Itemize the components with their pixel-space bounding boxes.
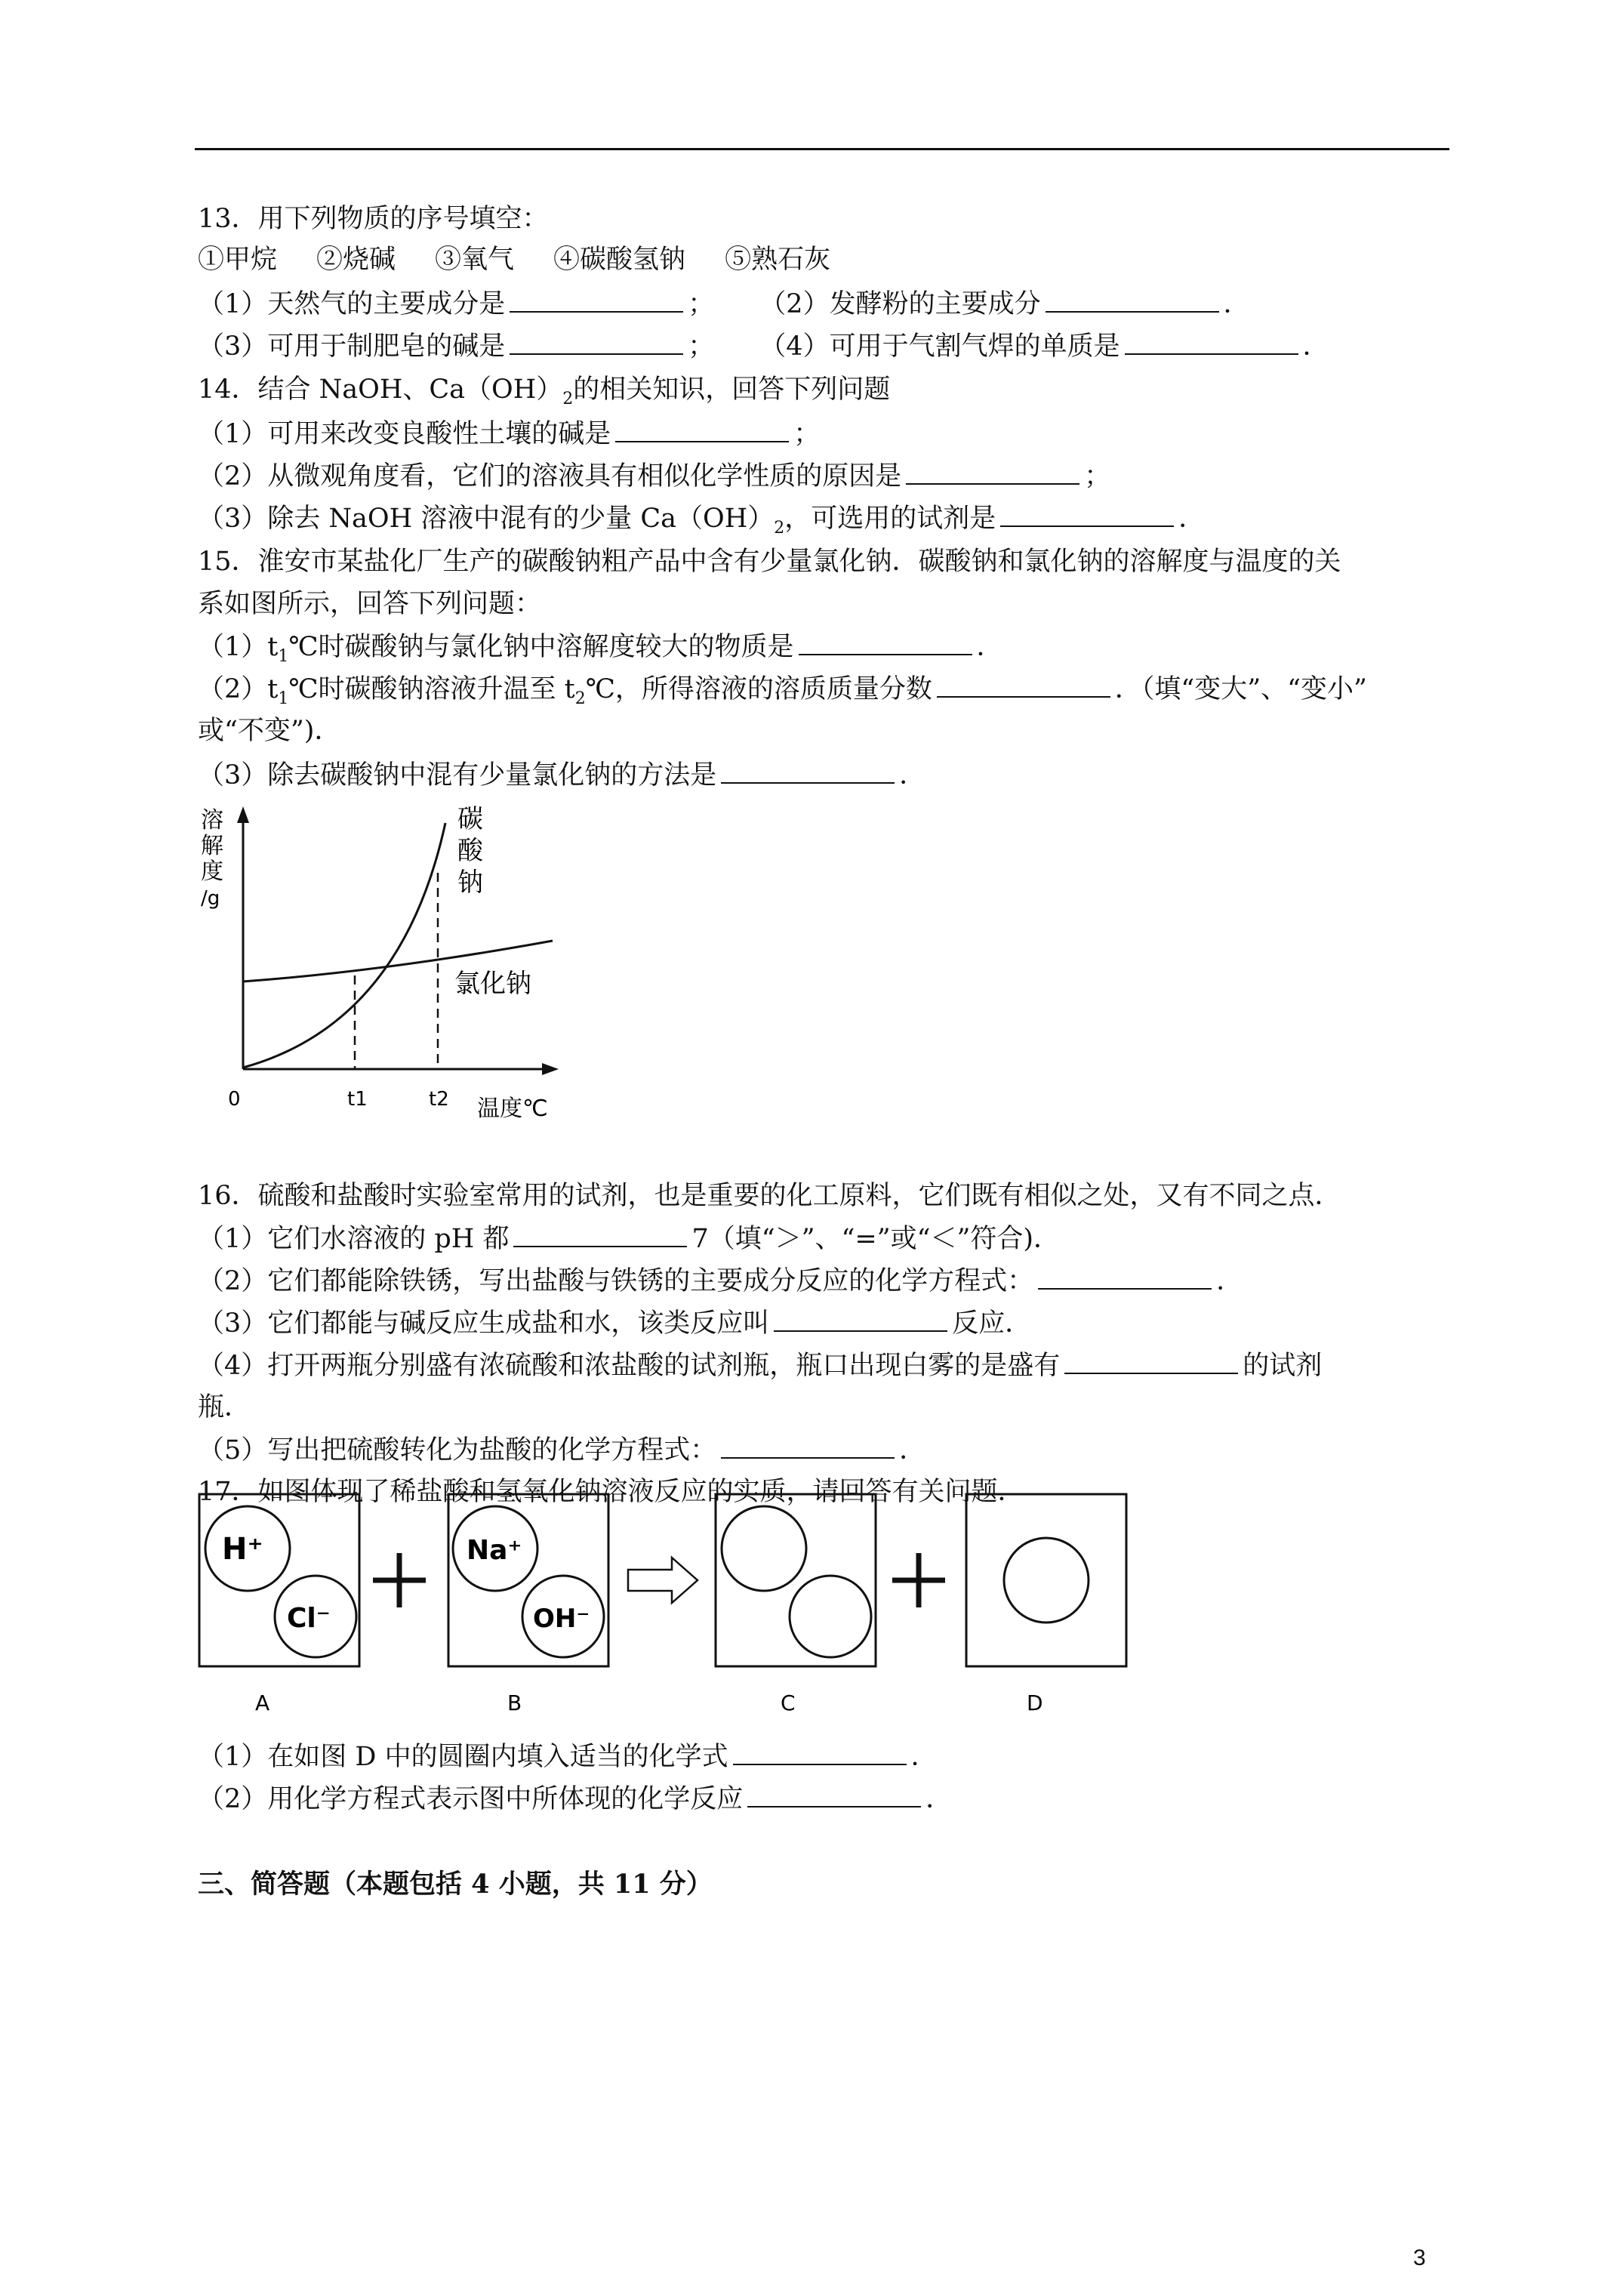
y-axis-arrow <box>237 806 249 823</box>
q16-row3: （3）它们都能与碱反应生成盐和水，该类反应叫 反应． <box>198 1306 1031 1340</box>
origin-label: 0 <box>228 1088 241 1111</box>
q14-row1: （1）可用来改变良酸性土壤的碱是 ； <box>198 417 820 451</box>
answer-blank[interactable] <box>1000 501 1174 527</box>
q17-row2: （2）用化学方程式表示图中所体现的化学反应 ． <box>198 1782 952 1816</box>
empty-circle-c2 <box>790 1576 871 1657</box>
x-tick-t1: t1 <box>347 1088 368 1111</box>
ion-cl-minus: Cl⁻ <box>287 1603 331 1634</box>
series-label-sodium-chloride: 氯化钠 <box>454 969 531 999</box>
q13-row1: （1）天然气的主要成分是 ； （2）发酵粉的主要成分 ． <box>198 287 1250 321</box>
answer-blank[interactable] <box>733 1740 907 1765</box>
q16-row1: （1）它们水溶液的 pH 都 7（填“＞”、“=”或“＜”符合)． <box>198 1222 1060 1256</box>
series-line-sodium-carbonate <box>243 823 445 1068</box>
empty-circle-d[interactable] <box>1004 1538 1089 1623</box>
option-1: ①甲烷 <box>198 245 278 275</box>
label-b: B <box>507 1690 522 1715</box>
option-3: ③氧气 <box>435 245 515 275</box>
ion-na-plus: Na⁺ <box>467 1535 522 1566</box>
ylabel-char-4: /g <box>201 887 220 910</box>
ylabel-char-1: 溶 <box>201 807 223 834</box>
section-3-title: 三、简答题（本题包括 4 小题，共 11 分） <box>198 1869 713 1900</box>
q16-row4: （4）打开两瓶分别盛有浓硫酸和浓盐酸的试剂瓶，瓶口出现白雾的是盛有 的试剂 <box>198 1348 1322 1382</box>
q15-row2-cont: 或“不变”)． <box>198 716 341 746</box>
q15-stem-1: 15．淮安市某盐化厂生产的碳酸钠粗产品中含有少量氯化钠．碳酸钠和氯化钠的溶解度与温度的关 <box>198 547 1341 577</box>
answer-blank[interactable] <box>510 287 683 313</box>
answer-blank[interactable] <box>1064 1348 1238 1374</box>
option-4: ④碳酸氢钠 <box>553 245 686 275</box>
q16-stem: 16．硫酸和盐酸时实验室常用的试剂，也是重要的化工原料，它们既有相似之处，又有不同之点． <box>198 1181 1341 1211</box>
q14-row3: （3）除去 NaOH 溶液中混有的少量 $Ca(OH)_2$，可选用的试剂是 ． <box>198 501 1205 535</box>
ion-oh-minus: OH⁻ <box>533 1604 590 1634</box>
q15-row1: $(1)t_1℃$时碳酸钠与氯化钠中溶解度较大的物质是 ． <box>198 630 1003 664</box>
box-d <box>966 1494 1126 1666</box>
page-number: 3 <box>1413 2245 1426 2270</box>
series-label-char-2: 酸 <box>457 836 483 866</box>
series-label-char-3: 钠 <box>457 868 483 898</box>
ion-h-plus: H⁺ <box>222 1532 263 1567</box>
answer-blank[interactable] <box>747 1782 921 1808</box>
answer-blank[interactable] <box>1125 329 1298 355</box>
ylabel-char-2: 解 <box>201 833 223 859</box>
solubility-chart <box>198 805 590 1137</box>
label-a: A <box>255 1690 270 1715</box>
q16-row2: （2）它们都能除铁锈，写出盐酸与铁锈的主要成分反应的化学方程式： ． <box>198 1264 1243 1298</box>
q14-row2: （2）从微观角度看，它们的溶液具有相似化学性质的原因是 ； <box>198 459 1110 493</box>
q16-row4-cont: 瓶． <box>198 1392 251 1422</box>
answer-blank[interactable] <box>1038 1264 1212 1290</box>
empty-circle-c1 <box>722 1506 806 1591</box>
series-label-char-1: 碳 <box>457 805 483 834</box>
ylabel-char-3: 度 <box>201 858 223 885</box>
header-rule <box>195 148 1449 150</box>
answer-blank[interactable] <box>510 329 683 355</box>
option-5: ⑤熟石灰 <box>725 245 831 275</box>
q16-row5: （5）写出把硫酸转化为盐酸的化学方程式： ． <box>198 1433 925 1467</box>
q17-stem: 17．如图体现了稀盐酸和氢氧化钠溶液反应的实质，请回答有关问题． <box>198 1477 1024 1507</box>
ion-reaction-diagram <box>195 1490 1146 1716</box>
box-b <box>448 1494 608 1666</box>
reaction-arrow <box>628 1558 698 1603</box>
q14-stem: 14．结合 NaOH、$Ca(OH)_2$的相关知识，回答下列问题 <box>198 374 891 408</box>
answer-blank[interactable] <box>906 459 1079 485</box>
option-2: ②烧碱 <box>316 245 396 275</box>
q13-options <box>198 243 830 276</box>
answer-blank[interactable] <box>721 758 895 784</box>
x-axis-label: 温度℃ <box>477 1096 548 1122</box>
answer-blank[interactable] <box>799 630 972 655</box>
label-d: D <box>1027 1690 1043 1715</box>
answer-blank[interactable] <box>1046 287 1219 313</box>
q13-row2: （3）可用于制肥皂的碱是 ； （4）可用于气割气焊的单质是 ． <box>198 329 1329 363</box>
answer-blank[interactable] <box>774 1306 947 1332</box>
answer-blank[interactable] <box>721 1433 895 1459</box>
answer-blank[interactable] <box>937 672 1110 698</box>
answer-blank[interactable] <box>615 417 789 442</box>
answer-blank[interactable] <box>513 1222 687 1247</box>
label-c: C <box>781 1690 796 1715</box>
q15-stem-2: 系如图所示，回答下列问题： <box>198 589 542 619</box>
q15-row2: $(2)t_1℃$时碳酸钠溶液升温至 $t_2℃$，所得溶液的溶质质量分数 ．（填“变大”、“变小” <box>198 672 1367 706</box>
q17-row1: （1）在如图 D 中的圆圈内填入适当的化学式 ． <box>198 1740 938 1774</box>
x-axis-arrow <box>542 1063 559 1075</box>
q13-stem: 13．用下列物质的序号填空： <box>198 204 549 234</box>
x-tick-t2: t2 <box>429 1088 449 1111</box>
q15-row3: （3）除去碳酸钠中混有少量氯化钠的方法是 ． <box>198 758 925 792</box>
